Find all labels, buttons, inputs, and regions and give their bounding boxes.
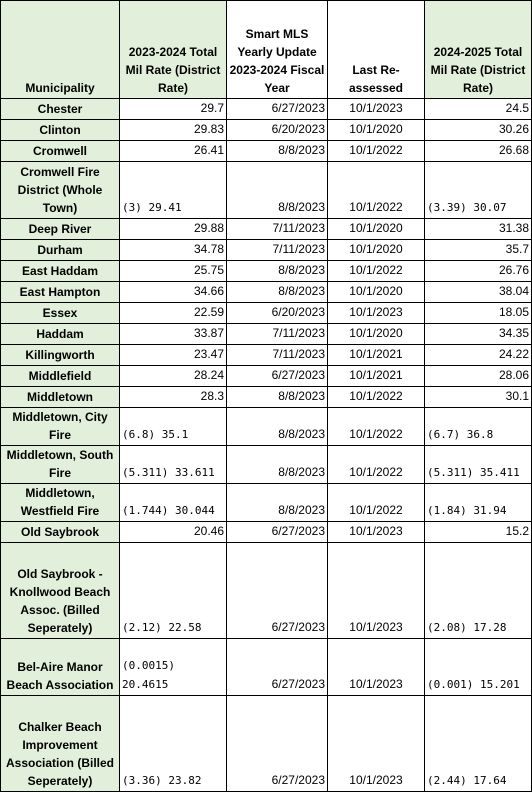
rate-2024-2025-cell: 18.05 [425,303,532,324]
rate-2023-2024-cell: (0.0015) 20.4615 [120,639,227,696]
table-row [1,484,532,522]
last-reassessed-cell: 10/1/2023 [328,303,425,324]
last-reassessed-cell: 10/1/2020 [328,240,425,261]
table-row [1,639,532,696]
table-row [1,240,532,261]
rate-2024-2025-cell: 28.06 [425,366,532,387]
rate-2023-2024-cell: 22.59 [120,303,227,324]
smart-mls-date-cell: 7/11/2023 [227,345,328,366]
header-municipality: Municipality [1,1,120,99]
municipality-cell: Durham [1,240,120,261]
rate-2023-2024-cell: (5.311) 33.611 [120,446,227,484]
municipality-cell: Essex [1,303,120,324]
smart-mls-date-cell: 8/8/2023 [227,387,328,408]
municipality-cell: Middletown, City Fire [1,408,120,446]
rate-2024-2025-cell: (5.311) 35.411 [425,446,532,484]
last-reassessed-cell: 10/1/2022 [328,141,425,162]
municipality-cell: Middlefield [1,366,120,387]
rate-2023-2024-cell: 26.41 [120,141,227,162]
last-reassessed-cell: 10/1/2022 [328,484,425,522]
rate-2024-2025-cell: (2.44) 17.64 [425,696,532,792]
smart-mls-date-cell: 6/27/2023 [227,696,328,792]
smart-mls-date-cell: 6/20/2023 [227,303,328,324]
table-row [1,543,532,639]
municipality-cell: Chester [1,99,120,120]
rate-2024-2025-cell: 38.04 [425,282,532,303]
rate-2024-2025-cell: 30.26 [425,120,532,141]
smart-mls-date-cell: 6/27/2023 [227,639,328,696]
table-row [1,696,532,792]
rate-2023-2024-cell: 29.7 [120,99,227,120]
rate-2023-2024-cell: (2.12) 22.58 [120,543,227,639]
rate-2023-2024-cell: (3.36) 23.82 [120,696,227,792]
last-reassessed-cell: 10/1/2023 [328,522,425,543]
table-row [1,99,532,120]
header-last-reassessed: Last Re-assessed [328,1,425,99]
smart-mls-date-cell: 8/8/2023 [227,282,328,303]
municipality-cell: Bel-Aire Manor Beach Association [1,639,120,696]
rate-2024-2025-cell: 35.7 [425,240,532,261]
rate-2023-2024-cell: 34.66 [120,282,227,303]
smart-mls-date-cell: 8/8/2023 [227,408,328,446]
table-row [1,120,532,141]
header-smart-mls-update: Smart MLS Yearly Update 2023-2024 Fiscal Year [227,1,328,99]
municipality-cell: Cromwell Fire District (Whole Town) [1,162,120,219]
municipality-cell: Middletown, Westfield Fire [1,484,120,522]
smart-mls-date-cell: 6/27/2023 [227,543,328,639]
rate-2023-2024-cell: 23.47 [120,345,227,366]
rate-2023-2024-cell: 33.87 [120,324,227,345]
smart-mls-date-cell: 6/27/2023 [227,366,328,387]
header-rate-2024-2025: 2024-2025 Total Mil Rate (District Rate) [425,1,532,99]
header-rate-2023-2024: 2023-2024 Total Mil Rate (District Rate) [120,1,227,99]
table-row [1,387,532,408]
rate-2024-2025-cell: (1.84) 31.94 [425,484,532,522]
last-reassessed-cell: 10/1/2023 [328,696,425,792]
table-row [1,162,532,219]
municipality-cell: Haddam [1,324,120,345]
last-reassessed-cell: 10/1/2022 [328,261,425,282]
municipality-cell: Killingworth [1,345,120,366]
last-reassessed-cell: 10/1/2020 [328,282,425,303]
smart-mls-date-cell: 7/11/2023 [227,324,328,345]
table-row [1,261,532,282]
last-reassessed-cell: 10/1/2022 [328,446,425,484]
smart-mls-date-cell: 7/11/2023 [227,240,328,261]
last-reassessed-cell: 10/1/2020 [328,219,425,240]
table-row [1,141,532,162]
rate-2023-2024-cell: (1.744) 30.044 [120,484,227,522]
rate-2024-2025-cell: (3.39) 30.07 [425,162,532,219]
rate-2024-2025-cell: 26.68 [425,141,532,162]
table-row [1,446,532,484]
rate-2024-2025-cell: 34.35 [425,324,532,345]
last-reassessed-cell: 10/1/2022 [328,408,425,446]
rate-2024-2025-cell: (6.7) 36.8 [425,408,532,446]
smart-mls-date-cell: 8/8/2023 [227,446,328,484]
table-row [1,522,532,543]
rate-2023-2024-cell: 28.3 [120,387,227,408]
smart-mls-date-cell: 8/8/2023 [227,261,328,282]
rate-2023-2024-cell: 34.78 [120,240,227,261]
municipality-cell: East Haddam [1,261,120,282]
smart-mls-date-cell: 8/8/2023 [227,162,328,219]
rate-2024-2025-cell: 31.38 [425,219,532,240]
smart-mls-date-cell: 6/20/2023 [227,120,328,141]
rate-2024-2025-cell: 24.5 [425,99,532,120]
rate-2024-2025-cell: 30.1 [425,387,532,408]
last-reassessed-cell: 10/1/2021 [328,345,425,366]
table-row [1,282,532,303]
rate-2023-2024-cell: 29.88 [120,219,227,240]
smart-mls-date-cell: 8/8/2023 [227,141,328,162]
last-reassessed-cell: 10/1/2020 [328,324,425,345]
smart-mls-date-cell: 7/11/2023 [227,219,328,240]
municipality-cell: Old Saybrook [1,522,120,543]
smart-mls-date-cell: 8/8/2023 [227,484,328,522]
municipality-cell: Old Saybrook - Knollwood Beach Assoc. (Billed Seperately) [1,543,120,639]
rate-2023-2024-cell: 29.83 [120,120,227,141]
rate-2024-2025-cell: (2.08) 17.28 [425,543,532,639]
last-reassessed-cell: 10/1/2023 [328,639,425,696]
table-row [1,345,532,366]
rate-2024-2025-cell: (0.001) 15.201 [425,639,532,696]
municipality-cell: Middletown [1,387,120,408]
smart-mls-date-cell: 6/27/2023 [227,99,328,120]
table-row [1,219,532,240]
municipality-cell: Cromwell [1,141,120,162]
rate-2023-2024-cell: 25.75 [120,261,227,282]
municipality-cell: East Hampton [1,282,120,303]
table-row [1,303,532,324]
rate-2023-2024-cell: (3) 29.41 [120,162,227,219]
rate-2024-2025-cell: 26.76 [425,261,532,282]
rate-2024-2025-cell: 15.2 [425,522,532,543]
last-reassessed-cell: 10/1/2023 [328,543,425,639]
last-reassessed-cell: 10/1/2023 [328,99,425,120]
last-reassessed-cell: 10/1/2020 [328,120,425,141]
last-reassessed-cell: 10/1/2021 [328,366,425,387]
last-reassessed-cell: 10/1/2022 [328,162,425,219]
table-row [1,324,532,345]
table-row [1,366,532,387]
municipality-cell: Chalker Beach Improvement Association (Billed Seperately) [1,696,120,792]
rate-2024-2025-cell: 24.22 [425,345,532,366]
municipality-cell: Clinton [1,120,120,141]
rate-2023-2024-cell: 20.46 [120,522,227,543]
rate-2023-2024-cell: (6.8) 35.1 [120,408,227,446]
municipality-cell: Middletown, South Fire [1,446,120,484]
table-row [1,408,532,446]
municipality-cell: Deep River [1,219,120,240]
last-reassessed-cell: 10/1/2022 [328,387,425,408]
smart-mls-date-cell: 6/27/2023 [227,522,328,543]
rate-2023-2024-cell: 28.24 [120,366,227,387]
